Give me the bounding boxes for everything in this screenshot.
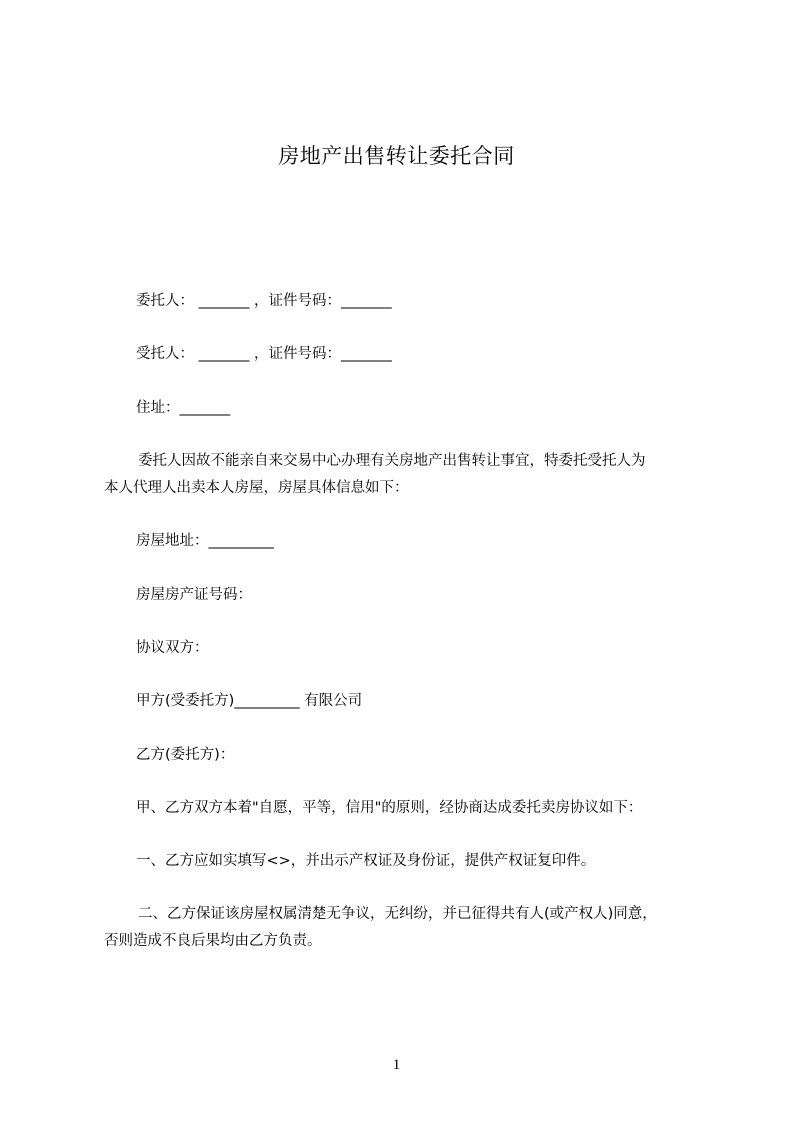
page-number: 1	[392, 1057, 401, 1073]
address-line: 住址：_______	[136, 400, 231, 416]
principle-line: 甲、乙方双方本着"自愿，平等，信用"的原则，经协商达成委托卖房协议如下：	[136, 800, 643, 816]
house-address-line: 房屋地址：_________	[136, 533, 274, 549]
party-b-line: 乙方(委托方)：	[136, 747, 235, 763]
intro-paragraph-line-2: 本人代理人出卖本人房屋，房屋具体信息如下：	[104, 480, 409, 496]
agent-line: 受托人： _______ ，证件号码：_______	[136, 346, 392, 362]
principal-line: 委托人： _______ ，证件号码：_______	[136, 293, 392, 309]
house-certificate-line: 房屋房产证号码：	[136, 587, 252, 603]
clause-2-line-1: 二、乙方保证该房屋权属清楚无争议，无纠纷，并已征得共有人(或产权人)同意，	[138, 906, 657, 922]
clause-2-line-2: 否则造成不良后果均由乙方负责。	[104, 933, 322, 949]
party-a-line: 甲方(受委托方)_________ 有限公司	[136, 693, 363, 709]
parties-heading: 协议双方：	[136, 640, 209, 656]
intro-paragraph-line-1: 委托人因故不能亲自来交易中心办理有关房地产出售转让事宜，特委托受托人为	[138, 453, 646, 469]
document-title: 房地产出售转让委托合同	[278, 144, 515, 168]
clause-1: 一、乙方应如实填写<>，并出示产权证及身份证，提供产权证复印件。	[136, 853, 596, 869]
